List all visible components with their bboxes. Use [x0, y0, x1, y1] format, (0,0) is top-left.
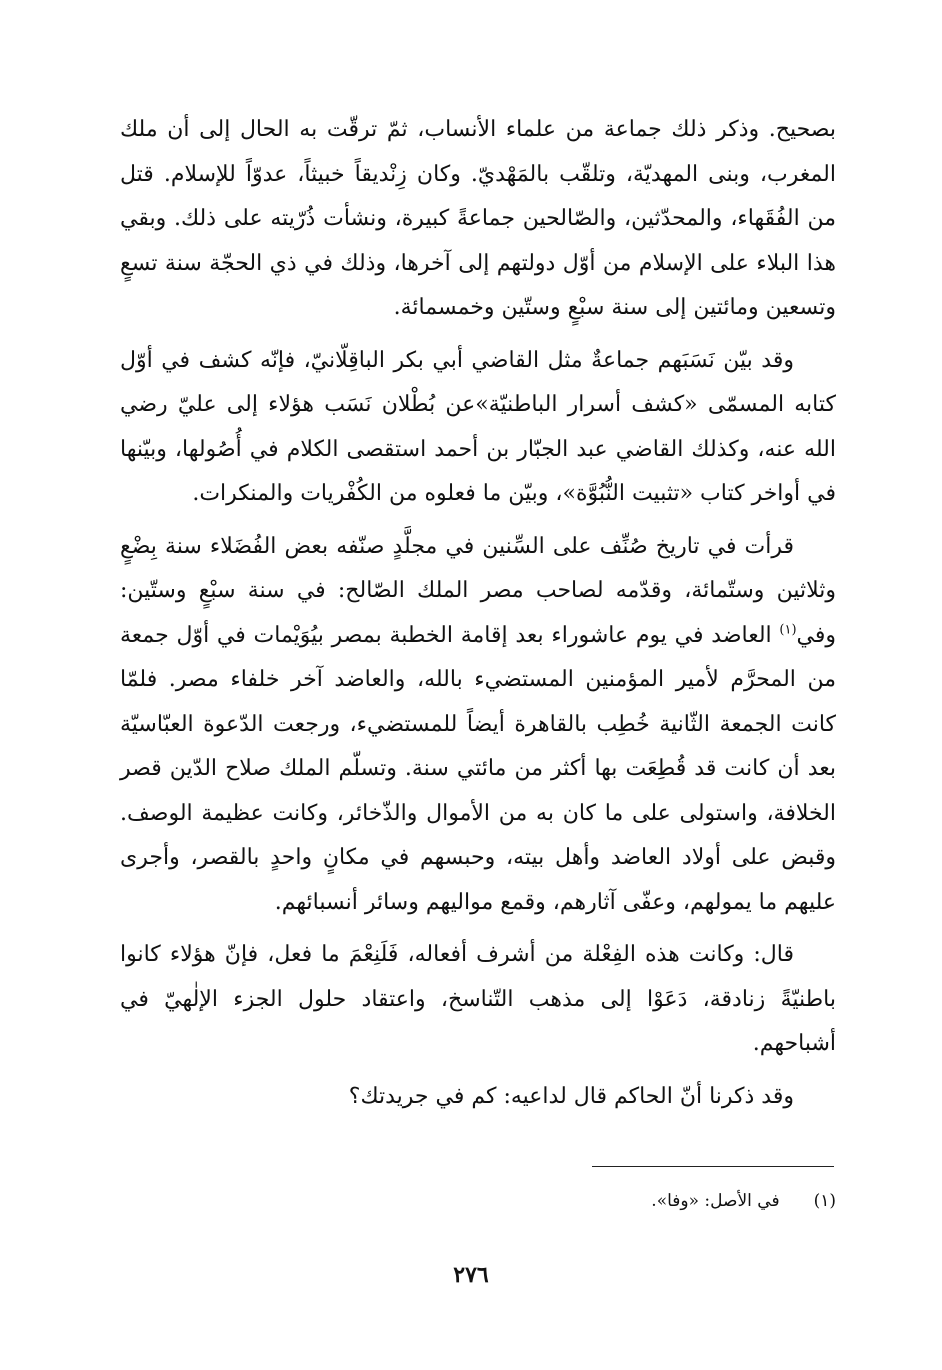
paragraph-3: [120, 525, 836, 926]
paragraph-3-after: العاضد في يوم عاشوراء بعد إقامة الخطبة بمصر بيُوَيْمات في أوّل جمعة من المحرَّم لأمير المؤمنين المستضيء بالله، والعاضد آخر خلفاء مصر. فلمّا كانت الجمعة الثّانية خُطِب بالقاهرة أيضاً للمستضيء، ورجعت الدّعوة العبّاسيّة بعد أن كانت قد قُطِعَت بها أكثر من مائتي سنة. وتسلّم الملك صلاح الدّين قصر الخلافة، واستولى على ما كان به من الأموال والذّخائر، وكانت عظيمة الوصف. وقبض على أولاد العاضد وأهل بيته، وحبسهم في مكانٍ واحدٍ بالقصر، وأجرى عليهم ما يمولهم، وعفّى آثارهم، وقمع مواليهم وسائر أنسبائهم.: [120, 622, 836, 915]
footnote-divider: [592, 1166, 834, 1167]
paragraph-2: وقد بيّن نَسَبَهم جماعةٌ مثل القاضي أبي بكر الباقِلّانيّ، فإنّه كشف في أوّل كتابه المسمّى «كشف أسرار الباطنيّة»عن بُطْلان نَسَب هؤلاء إلى عليّ رضي الله عنه، وكذلك القاضي عبد الجبّار بن أحمد استقصى الكلام في أُصُولها، وبيّنها في أواخر كتاب «تثبيت النُّبُوَّة»، وبيّن ما فعلوه من الكُفْريات والمنكرات.: [120, 347, 836, 506]
paragraph-5: وقد ذكرنا أنّ الحاكم قال لداعيه: كم في جريدتك؟: [348, 1083, 794, 1109]
paragraph-1: بصحيح. وذكر ذلك جماعة من علماء الأنساب، ثمّ ترقّت به الحال إلى أن ملك المغرب، وبنى المهديّة، وتلقّب بالمَهْديّ. وكان زِنْديقاً خبيثاً، عدوّاً للإسلام. قتل من الفُقَهاء، والمحدّثين، والصّالحين جماعةً كبيرة، ونشأت ذُرّيته على ذلك. وبقي هذا البلاء على الإسلام من أوّل دولتهم إلى آخرها، وذلك في ذي الحجّة سنة تسعٍ وتسعين ومائتين إلى سنة سبْعٍ وستّين وخمسمائة.: [120, 117, 836, 320]
footnote-number: (١): [813, 1191, 836, 1211]
footnote: [651, 1186, 836, 1216]
paragraph-3-before: قرأت في تاريخ صُنِّف على السِّنين في مجلَّدٍ صنّفه بعض الفُضَلاء سنة بِضْعٍ وثلاثين وستّمائة، وقدّمه لصاحب مصر الملك الصّالح: في سنة سبْعٍ وستّين: وفي: [120, 533, 836, 648]
footnote-marker: (١): [779, 622, 797, 638]
main-text: [120, 108, 836, 1127]
footnote-text: في الأصل: «وفا».: [651, 1191, 780, 1211]
page-number: ٢٧٦: [453, 1262, 489, 1288]
paragraph-4: قال: وكانت هذه الفِعْلة من أشرف أفعاله، فَلَنِعْمَ ما فعل، فإنّ هؤلاء كانوا باطنيّةً زنادقة، دَعَوْا إلى مذهب التّناسخ، واعتقاد حلول الجزء الإلٰهيّ في أشباحهم.: [120, 942, 836, 1056]
